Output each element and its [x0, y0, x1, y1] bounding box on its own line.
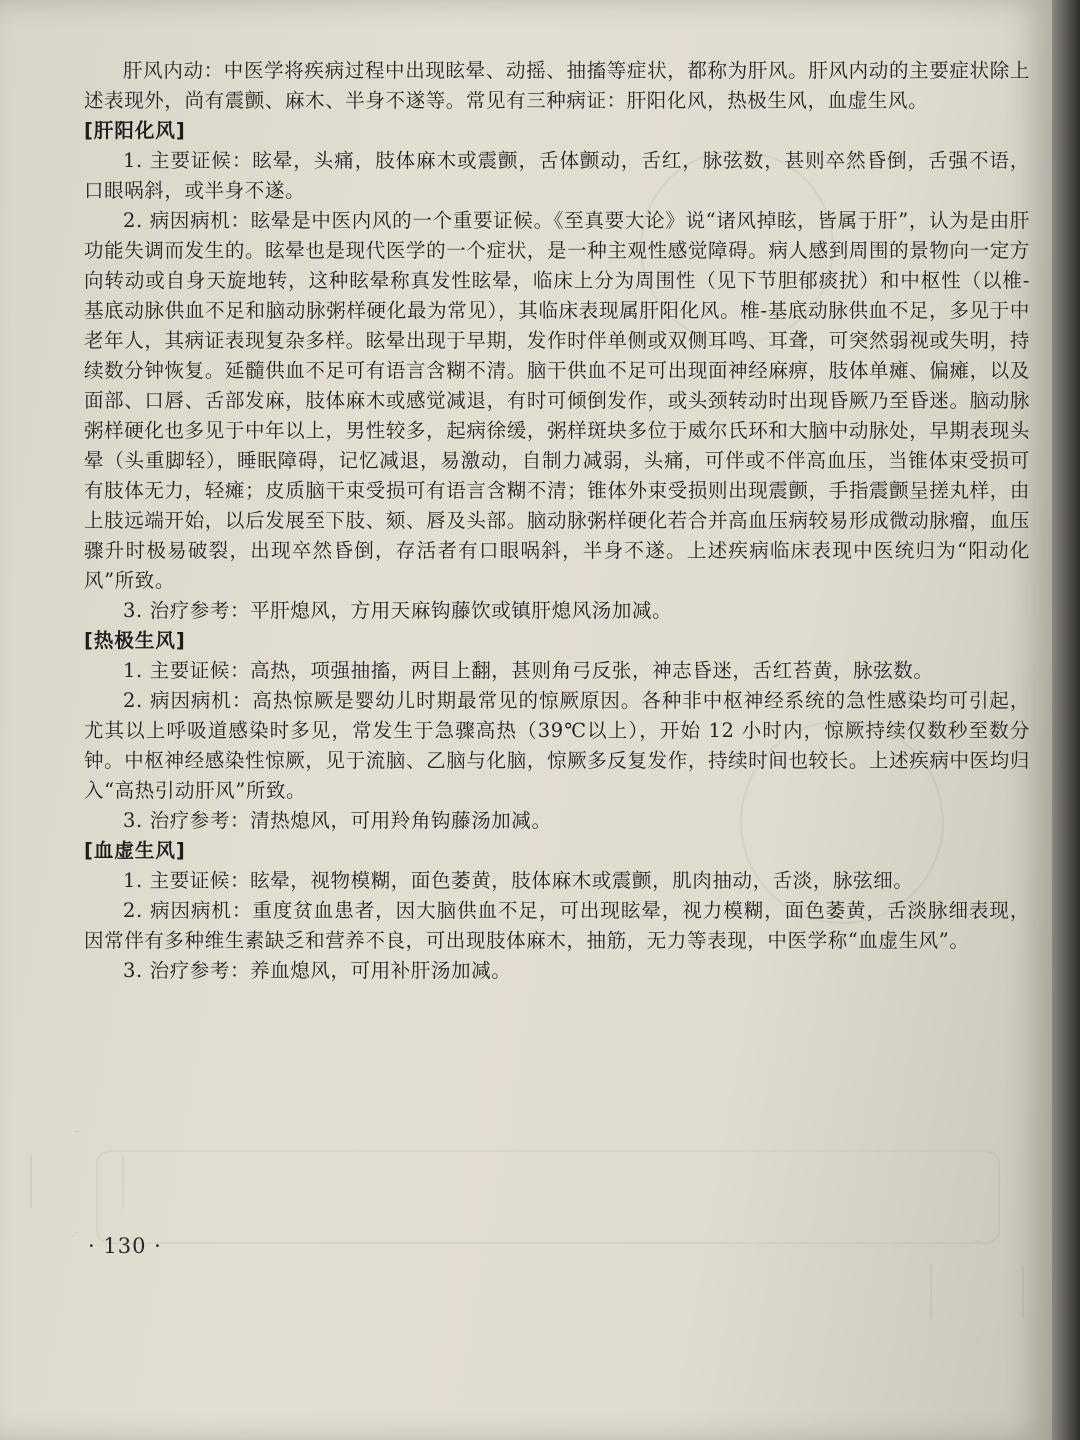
bleed-through-frame	[96, 1150, 1000, 1244]
page-body	[84, 56, 1030, 986]
section-item: 2. 病因病机：高热惊厥是婴幼儿时期最常见的惊厥原因。各种非中枢神经系统的急性感染均可引起，尤其以上呼吸道感染时多见，常发生于急骤高热（39℃以上），开始 12 小时内，惊厥持续仅数秒至数分钟。中枢神经感染性惊厥，见于流脑、乙脑与化脑，惊厥多反复发作，持续时间也较长。上述疾病中医均归入“高热引动肝风”所致。	[84, 689, 1030, 802]
section-heading-liver-yang-wind: [肝阳化风]	[84, 119, 186, 142]
book-spine-shadow	[1052, 0, 1080, 1440]
section-item: 1. 主要证候：高热，项强抽搐，两目上翻，甚则角弓反张，神志昏迷，舌红苔黄，脉弦数。	[123, 659, 934, 682]
bleed-through-hexagon	[930, 1240, 1024, 1344]
section-heading-blood-deficiency-wind: [血虚生风]	[84, 839, 186, 862]
intro-paragraph: 肝风内动：中医学将疾病过程中出现眩晕、动摇、抽搐等症状，都称为肝风。肝风内动的主要症状除上述表现外，尚有震颤、麻木、半身不遂等。常见有三种病证：肝阳化风，热极生风，血虚生风。	[84, 59, 1030, 112]
section-item: 2. 病因病机：眩晕是中医内风的一个重要证候。《至真要大论》说“诸风掉眩，皆属于肝”，认为是由肝功能失调而发生的。眩晕也是现代医学的一个症状，是一种主观性感觉障碍。病人感到周围的景物向一定方向转动或自身天旋地转，这种眩晕称真发性眩晕，临床上分为周围性（见下节胆郁痰扰）和中枢性（以椎-基底动脉供血不足和脑动脉粥样硬化最为常见），其临床表现属肝阳化风。椎-基底动脉供血不足，多见于中老年人，其病证表现复杂多样。眩晕出现于早期，发作时伴单侧或双侧耳鸣、耳聋，可突然弱视或失明，持续数分钟恢复。延髓供血不足可有语言含糊不清。脑干供血不足可出现面神经麻痹，肢体单瘫、偏瘫，以及面部、口唇、舌部发麻，肢体麻木或感觉减退，有时可倾倒发作，或头颈转动时出现昏厥乃至昏迷。脑动脉粥样硬化也多见于中年以上，男性较多，起病徐缓，粥样斑块多位于威尔氏环和大脑中动脉处，早期表现头晕（头重脚轻），睡眠障碍，记忆减退，易激动，自制力减弱，头痛，可伴或不伴高血压，当锥体束受损可有肢体无力，轻瘫；皮质脑干束受损可有语言含糊不清；锥体外束受损则出现震颤，手指震颤呈搓丸样，由上肢远端开始，以后发展至下肢、颏、唇及头部。脑动脉粥样硬化若合并高血压病较易形成微动脉瘤，血压骤升时极易破裂，出现卒然昏倒，存活者有口眼㖞斜，半身不遂。上述疾病临床表现中医统归为“阳动化风”所致。	[84, 209, 1030, 592]
section-item: 3. 治疗参考：养血熄风，可用补肝汤加减。	[123, 959, 512, 982]
section-heading-extreme-heat-wind: [热极生风]	[84, 629, 186, 652]
section-item: 1. 主要证候：眩晕，头痛，肢体麻木或震颤，舌体颤动，舌红，脉弦数，甚则卒然昏倒，舌强不语，口眼㖞斜，或半身不遂。	[84, 149, 1030, 202]
section-item: 1. 主要证候：眩晕，视物模糊，面色萎黄，肢体麻木或震颤，肌肉抽动，舌淡，脉弦细。	[123, 869, 914, 892]
section-item: 2. 病因病机：重度贫血患者，因大脑供血不足，可出现眩晕，视力模糊，面色萎黄，舌淡脉细表现，因常伴有多种维生素缺乏和营养不良，可出现肢体麻木，抽筋，无力等表现，中医学称“血虚生风”。	[84, 899, 1030, 952]
section-item: 3. 治疗参考：平肝熄风，方用天麻钩藤饮或镇肝熄风汤加减。	[123, 599, 673, 622]
page-number: · 130 ·	[88, 1234, 162, 1258]
section-item: 3. 治疗参考：清热熄风，可用羚角钩藤汤加减。	[123, 809, 552, 832]
